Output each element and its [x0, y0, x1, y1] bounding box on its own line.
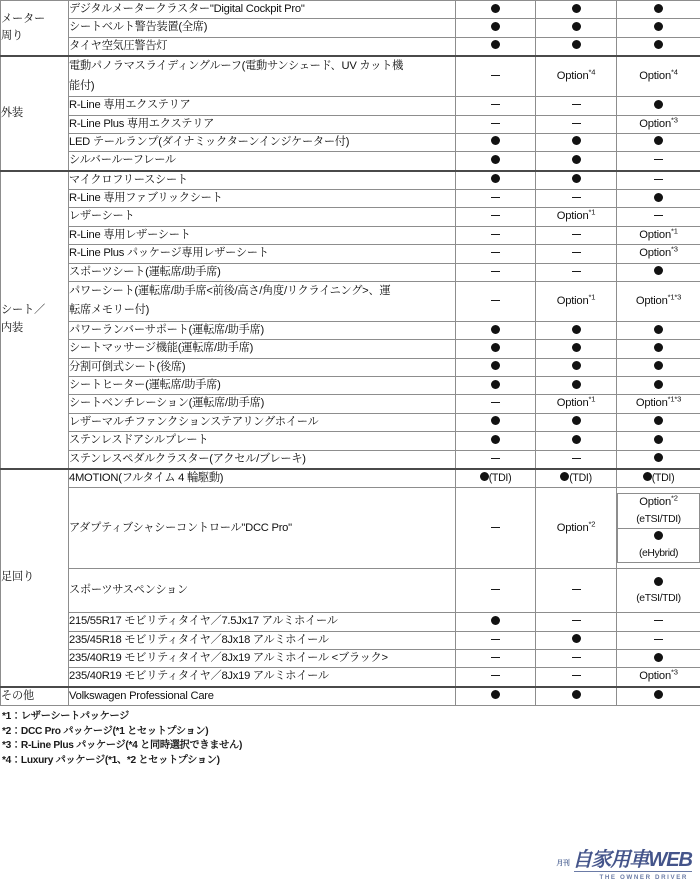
split-value-table — [617, 493, 700, 563]
filled-circle-icon — [654, 266, 663, 275]
value-grade1 — [456, 19, 536, 37]
table-row — [1, 395, 700, 413]
value-grade3: (TDI) — [617, 469, 700, 488]
feature-label: レザーシート — [69, 208, 456, 226]
dash-icon — [491, 75, 500, 76]
value-grade3 — [617, 152, 700, 171]
logo-wordmark — [556, 850, 692, 870]
dash-icon — [491, 271, 500, 272]
feature-label: アダプティブシャシーコントロール"DCC Pro" — [69, 488, 456, 569]
value-grade1 — [456, 340, 536, 358]
dash-icon — [491, 657, 500, 658]
filled-circle-icon — [654, 343, 663, 352]
dash-icon — [491, 215, 500, 216]
value-grade1 — [456, 613, 536, 631]
category-label-seat-interior: シート／ 内装 — [1, 171, 69, 469]
value-grade1 — [456, 208, 536, 226]
table-row — [1, 226, 700, 244]
value-grade2 — [536, 450, 617, 469]
dash-icon — [491, 252, 500, 253]
table-row — [1, 687, 700, 706]
feature-label: 215/55R17 モビリティタイヤ／7.5Jx17 アルミホイール — [69, 613, 456, 631]
value-grade2: (TDI) — [536, 469, 617, 488]
dash-icon — [572, 458, 581, 459]
feature-label: タイヤ空気圧警告灯 — [69, 37, 456, 56]
value-grade2 — [536, 97, 617, 115]
value-grade1 — [456, 152, 536, 171]
filled-circle-icon — [572, 4, 581, 13]
value-grade1 — [456, 668, 536, 687]
table-row — [1, 631, 700, 649]
filled-circle-icon — [491, 416, 500, 425]
value-grade2: Option$^{*1}$ — [536, 208, 617, 226]
value-grade3: Option$^{*3}$ — [617, 115, 700, 133]
feature-label: R-Line 専用エクステリア — [69, 97, 456, 115]
split-value: Option$^{*2}$ (eTSI/TDI) — [618, 494, 700, 528]
table-row — [1, 668, 700, 687]
feature-label: レザーマルチファンクションステアリングホイール — [69, 413, 456, 431]
filled-circle-icon — [572, 325, 581, 334]
value-grade1 — [456, 488, 536, 569]
value-grade1 — [456, 413, 536, 431]
value-grade2: Option$^{*2}$ — [536, 488, 617, 569]
value-grade2 — [536, 569, 617, 613]
dash-icon — [491, 123, 500, 124]
filled-circle-icon — [654, 380, 663, 389]
feature-label: R-Line 専用レザーシート — [69, 226, 456, 244]
feature-label: 分割可倒式シート(後席) — [69, 358, 456, 376]
category-label-meter: メーター 周り — [1, 1, 69, 57]
value-grade2: Option$^{*1}$ — [536, 395, 617, 413]
table-row — [1, 650, 700, 668]
filled-circle-icon — [572, 40, 581, 49]
filled-circle-icon — [491, 4, 500, 13]
value-grade3 — [617, 377, 700, 395]
filled-circle-icon — [654, 136, 663, 145]
value-grade3: Option$^{*3}$ — [617, 668, 700, 687]
value-grade3: Option$^{*3}$ — [617, 245, 700, 263]
value-grade3: Option$^{*1*3}$ — [617, 281, 700, 321]
feature-label: パワーランバーサポート(運転席/助手席) — [69, 322, 456, 340]
value-grade3-split — [617, 488, 700, 569]
table-row — [1, 613, 700, 631]
filled-circle-icon — [572, 380, 581, 389]
filled-circle-icon — [560, 472, 569, 481]
value-grade3 — [617, 37, 700, 56]
filled-circle-icon — [654, 325, 663, 334]
filled-circle-icon — [491, 155, 500, 164]
dash-icon — [654, 159, 663, 160]
filled-circle-icon — [654, 577, 663, 586]
value-grade3 — [617, 190, 700, 208]
value-grade2 — [536, 133, 617, 151]
filled-circle-icon — [480, 472, 489, 481]
filled-circle-icon — [654, 435, 663, 444]
filled-circle-icon — [654, 22, 663, 31]
filled-circle-icon — [491, 136, 500, 145]
table-row — [1, 322, 700, 340]
dash-icon — [491, 300, 500, 301]
filled-circle-icon — [654, 40, 663, 49]
category-label-other: その他 — [1, 687, 69, 706]
footnote-3: *3：R-Line Plus パッケージ(*4 と同時選択できません) — [2, 740, 243, 752]
filled-circle-icon — [643, 472, 652, 481]
dash-icon — [572, 123, 581, 124]
filled-circle-icon — [572, 155, 581, 164]
feature-label: LED テールランプ(ダイナミックターンインジケーター付) — [69, 133, 456, 151]
filled-circle-icon — [572, 343, 581, 352]
value-grade1 — [456, 631, 536, 649]
value-grade2 — [536, 322, 617, 340]
filled-circle-icon — [654, 4, 663, 13]
value-grade1 — [456, 263, 536, 281]
filled-circle-icon — [654, 453, 663, 462]
filled-circle-icon — [572, 22, 581, 31]
filled-circle-icon — [654, 690, 663, 699]
table-row — [1, 115, 700, 133]
table-row — [1, 97, 700, 115]
engine-label: (eHybrid) — [638, 548, 679, 560]
value-grade3 — [617, 687, 700, 706]
value-grade3 — [617, 432, 700, 450]
table-row — [1, 245, 700, 263]
table-row — [1, 152, 700, 171]
feature-label: シートマッサージ機能(運転席/助手席) — [69, 340, 456, 358]
table-row — [1, 358, 700, 376]
value-grade1 — [456, 322, 536, 340]
feature-label: R-Line Plus 専用エクステリア — [69, 115, 456, 133]
table-row — [1, 190, 700, 208]
filled-circle-icon — [491, 325, 500, 334]
table-row — [1, 432, 700, 450]
value-grade3 — [617, 631, 700, 649]
value-grade2 — [536, 171, 617, 190]
filled-circle-icon — [491, 435, 500, 444]
value-grade1 — [456, 56, 536, 97]
filled-circle-icon — [491, 690, 500, 699]
feature-label: マイクロフリースシート — [69, 171, 456, 190]
dash-icon — [491, 197, 500, 198]
filled-circle-icon — [572, 690, 581, 699]
value-grade3 — [617, 263, 700, 281]
feature-label: 235/40R19 モビリティタイヤ／8Jx19 アルミホイール <ブラック> — [69, 650, 456, 668]
value-grade3 — [617, 208, 700, 226]
value-grade2 — [536, 115, 617, 133]
dash-icon — [654, 639, 663, 640]
value-grade1 — [456, 171, 536, 190]
value-grade3 — [617, 358, 700, 376]
value-grade2 — [536, 377, 617, 395]
feature-label: ステンレスペダルクラスター(アクセル/ブレーキ) — [69, 450, 456, 469]
value-grade3 — [617, 569, 700, 613]
value-grade2 — [536, 413, 617, 431]
value-grade3: Option$^{*4}$ — [617, 56, 700, 97]
value-grade2 — [536, 245, 617, 263]
value-grade3 — [617, 171, 700, 190]
value-grade1 — [456, 281, 536, 321]
value-grade3 — [617, 450, 700, 469]
split-row-etsi-tdi — [618, 494, 700, 528]
value-grade2 — [536, 19, 617, 37]
filled-circle-icon — [572, 361, 581, 370]
dash-icon — [491, 589, 500, 590]
table-row — [1, 569, 700, 613]
value-grade3 — [617, 133, 700, 151]
value-grade2 — [536, 358, 617, 376]
filled-circle-icon — [654, 193, 663, 202]
site-logo — [556, 850, 692, 881]
value-grade2 — [536, 340, 617, 358]
logo-divider — [574, 871, 692, 872]
category-label-chassis: 足回り — [1, 469, 69, 687]
engine-label: (eTSI/TDI) — [636, 593, 681, 605]
table-row — [1, 469, 700, 488]
dash-icon — [572, 589, 581, 590]
value-grade3: Option$^{*1*3}$ — [617, 395, 700, 413]
dash-icon — [491, 675, 500, 676]
feature-label: Volkswagen Professional Care — [69, 687, 456, 706]
value-grade2 — [536, 190, 617, 208]
logo-prefix: 月刊 — [556, 860, 570, 867]
value-grade1 — [456, 226, 536, 244]
dash-icon — [491, 639, 500, 640]
table-row — [1, 263, 700, 281]
value-grade1 — [456, 115, 536, 133]
value-grade2 — [536, 432, 617, 450]
dash-icon — [572, 620, 581, 621]
dash-icon — [572, 657, 581, 658]
table-row — [1, 133, 700, 151]
filled-circle-icon — [654, 361, 663, 370]
feature-label: R-Line 専用ファブリックシート — [69, 190, 456, 208]
logo-main-text: 自家用車WEB — [572, 849, 692, 871]
dash-icon — [654, 179, 663, 180]
feature-label: 電動パノラマスライディングルーフ(電動サンシェード、UV カット機 能付) — [69, 56, 456, 97]
filled-circle-icon — [572, 416, 581, 425]
feature-label: シートベルト警告装置(全席) — [69, 19, 456, 37]
dash-icon — [491, 527, 500, 528]
value-grade2 — [536, 650, 617, 668]
filled-circle-icon — [654, 531, 663, 540]
dash-icon — [572, 197, 581, 198]
feature-label: ステンレスドアシルプレート — [69, 432, 456, 450]
feature-label: 4MOTION(フルタイム 4 輪駆動) — [69, 469, 456, 488]
footnote-2: *2：DCC Pro パッケージ(*1 とセットプション) — [2, 725, 209, 737]
value-grade3 — [617, 340, 700, 358]
value-grade3 — [617, 322, 700, 340]
table-row — [1, 19, 700, 37]
value-grade3 — [617, 650, 700, 668]
feature-label: シートベンチレーション(運転席/助手席) — [69, 395, 456, 413]
value-grade1 — [456, 1, 536, 19]
table-row — [1, 56, 700, 97]
value-grade1 — [456, 245, 536, 263]
value-grade1 — [456, 450, 536, 469]
filled-circle-icon — [654, 100, 663, 109]
value-grade1 — [456, 569, 536, 613]
value-grade1 — [456, 650, 536, 668]
feature-label: シートヒーター(運転席/助手席) — [69, 377, 456, 395]
footnote-1: *1：レザーシートパッケージ — [2, 711, 130, 723]
value-grade2 — [536, 613, 617, 631]
feature-label: 235/45R18 モビリティタイヤ／8Jx18 アルミホイール — [69, 631, 456, 649]
dash-icon — [654, 215, 663, 216]
table-row — [1, 171, 700, 190]
table-row — [1, 450, 700, 469]
footnote-list — [2, 710, 700, 768]
value-grade1 — [456, 133, 536, 151]
table-row — [1, 488, 700, 569]
value-grade1 — [456, 37, 536, 56]
value-grade2 — [536, 226, 617, 244]
value-grade3 — [617, 1, 700, 19]
filled-circle-icon — [491, 174, 500, 183]
value-grade2 — [536, 152, 617, 171]
value-grade2 — [536, 668, 617, 687]
table-row — [1, 413, 700, 431]
value-grade1 — [456, 97, 536, 115]
filled-circle-icon — [572, 174, 581, 183]
value-grade1 — [456, 358, 536, 376]
dash-icon — [572, 234, 581, 235]
filled-circle-icon — [654, 416, 663, 425]
feature-label: パワーシート(運転席/助手席<前後/高さ/角度/リクライニング>、運 転席メモリー付) — [69, 281, 456, 321]
value-grade1 — [456, 377, 536, 395]
filled-circle-icon — [491, 380, 500, 389]
feature-label: シルバールーフレール — [69, 152, 456, 171]
dash-icon — [654, 620, 663, 621]
value-grade1 — [456, 432, 536, 450]
filled-circle-icon — [491, 22, 500, 31]
value-grade2 — [536, 687, 617, 706]
logo-tagline: THE OWNER DRIVER — [599, 874, 688, 881]
value-grade2 — [536, 1, 617, 19]
filled-circle-icon — [572, 634, 581, 643]
split-value — [618, 528, 700, 562]
feature-label: スポーツサスペンション — [69, 569, 456, 613]
category-label-exterior: 外装 — [1, 56, 69, 171]
value-grade3: Option$^{*1}$ — [617, 226, 700, 244]
value-grade1 — [456, 190, 536, 208]
table-row — [1, 208, 700, 226]
value-grade2: Option$^{*1}$ — [536, 281, 617, 321]
engine-label: (eTSI/TDI) — [636, 513, 681, 525]
dash-icon — [491, 402, 500, 403]
table-row — [1, 340, 700, 358]
dash-icon — [572, 271, 581, 272]
table-row — [1, 1, 700, 19]
value-grade2 — [536, 37, 617, 56]
table-row — [1, 377, 700, 395]
feature-label: スポーツシート(運転席/助手席) — [69, 263, 456, 281]
table-row — [1, 37, 700, 56]
dash-icon — [491, 458, 500, 459]
footnote-4: *4：Luxury パッケージ(*1、*2 とセットプション) — [2, 754, 220, 766]
value-grade3 — [617, 97, 700, 115]
dash-icon — [491, 234, 500, 235]
dash-icon — [572, 252, 581, 253]
feature-label: デジタルメータークラスター"Digital Cockpit Pro" — [69, 1, 456, 19]
dash-icon — [572, 104, 581, 105]
filled-circle-icon — [491, 40, 500, 49]
value-grade2: Option$^{*4}$ — [536, 56, 617, 97]
value-grade3 — [617, 613, 700, 631]
filled-circle-icon — [491, 616, 500, 625]
table-row — [1, 281, 700, 321]
value-grade2 — [536, 263, 617, 281]
value-grade1 — [456, 687, 536, 706]
split-row-ehybrid — [618, 528, 700, 562]
value-grade3 — [617, 19, 700, 37]
value-grade2 — [536, 631, 617, 649]
feature-label: 235/40R19 モビリティタイヤ／8Jx19 アルミホイール — [69, 668, 456, 687]
filled-circle-icon — [654, 653, 663, 662]
filled-circle-icon — [491, 343, 500, 352]
filled-circle-icon — [572, 136, 581, 145]
value-grade1: (TDI) — [456, 469, 536, 488]
filled-circle-icon — [572, 435, 581, 444]
feature-label: R-Line Plus パッケージ専用レザーシート — [69, 245, 456, 263]
value-grade3 — [617, 413, 700, 431]
filled-circle-icon — [491, 361, 500, 370]
dash-icon — [572, 675, 581, 676]
value-grade1 — [456, 395, 536, 413]
dash-icon — [491, 104, 500, 105]
